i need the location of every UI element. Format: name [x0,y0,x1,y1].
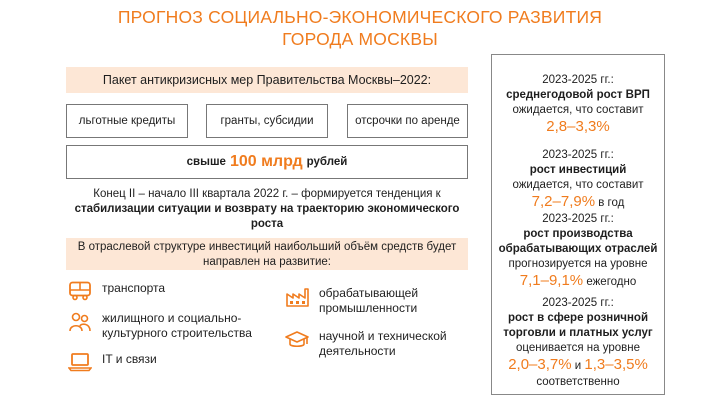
forecast-metric: среднегодовой рост ВРП [506,89,650,101]
forecast-value-suffix: соответственно [536,376,620,388]
package-heading: Пакет антикризисных мер Правительства Москвы–2022: [66,67,468,93]
sector-label-line-1: жилищного и социально- [102,311,242,325]
forecast-grp [492,73,664,136]
bus-icon [68,281,92,301]
package-total [66,145,468,179]
forecast-expectation: прогнозируется на уровне [508,258,648,270]
forecast-expectation: ожидается, что составит [512,104,644,116]
sector-it [68,352,157,372]
sector-label-line-2: деятельности [319,344,396,358]
forecast-manufacturing [492,212,664,291]
forecast-value-row [492,193,664,212]
sector-label [319,329,447,359]
forecast-expectation: оценивается на уровне [516,342,640,354]
laptop-icon [68,352,92,372]
sector-housing [68,311,252,341]
forecast-value: 7,1–9,1% [519,272,584,289]
forecast-retail [492,296,664,390]
forecast-expectation: ожидается, что составит [512,179,644,191]
forecast-metric-line-2: обрабатывающих отраслей [498,243,658,255]
sector-transport [68,281,165,301]
forecast-value: 2,0–3,7% [508,356,572,373]
forecast-value-suffix: в год [595,197,625,209]
sector-label-line-1: IT и связи [102,352,157,366]
measure-grants-subsidies: гранты, субсидии [206,104,328,138]
sector-label-line-1: обрабатывающей [319,286,419,300]
forecast-panel [491,54,665,395]
sector-label [319,286,418,316]
forecast-metric: рост производства [523,228,633,240]
factory-icon [285,286,309,308]
forecast-period: 2023-2025 гг.: [542,74,614,86]
sector-label-line-1: транспорта [102,281,166,295]
forecast-metric: рост инвестиций [529,164,627,176]
investment-heading [66,238,468,270]
sector-label [102,281,165,296]
sector-manufacturing [285,286,418,316]
graduation-cap-icon [285,329,309,351]
forecast-value: 2,8–3,3% [546,118,610,135]
sector-label-line-1: научной и технической [319,329,447,343]
trend-note-line-2: стабилизации ситуации и возврату на траекторию экономического роста [74,203,460,230]
sector-label [102,352,157,367]
forecast-value-2: 1,3–3,5% [584,356,648,373]
page-title-line-2: ГОРОДА МОСКВЫ [282,29,438,49]
investment-heading-line-2: направлен на развитие: [203,256,331,268]
package-total-suffix: рублей [306,156,348,168]
forecast-investment [492,148,664,212]
package-total-prefix: свыше [186,156,226,168]
forecast-value-joiner: и [571,360,585,372]
forecast-value: 7,2–7,9% [531,193,596,210]
investment-heading-line-1: В отраслевой структуре инвестиций наибольший объём средств будет [77,241,457,253]
forecast-value-row [492,356,664,375]
forecast-metric: рост в сфере розничной [507,312,649,324]
measure-soft-loans: льготные кредиты [66,104,188,138]
measure-rent-deferral: отсрочки по аренде [347,104,468,138]
forecast-value-row [492,272,664,291]
sector-label-line-2: культурного строительства [102,326,252,340]
page-title [0,6,720,50]
forecast-period: 2023-2025 гг.: [542,149,614,161]
forecast-period: 2023-2025 гг.: [542,213,614,225]
forecast-value-suffix: ежегодно [583,276,637,288]
sector-label-line-2: промышленности [319,301,418,315]
forecast-period: 2023-2025 гг.: [542,297,614,309]
forecast-metric-line-2: торговли и платных услуг [503,327,653,339]
page-title-line-1: ПРОГНОЗ СОЦИАЛЬНО-ЭКОНОМИЧЕСКОГО РАЗВИТИЯ [117,7,603,27]
trend-note-line-1: Конец II – начало III квартала 2022 г. – формируется тенденция к [93,188,441,200]
trend-note [66,187,468,232]
people-icon [68,311,92,333]
sector-label [102,311,252,341]
sector-science [285,329,447,359]
package-total-value: 100 млрд [229,153,303,170]
